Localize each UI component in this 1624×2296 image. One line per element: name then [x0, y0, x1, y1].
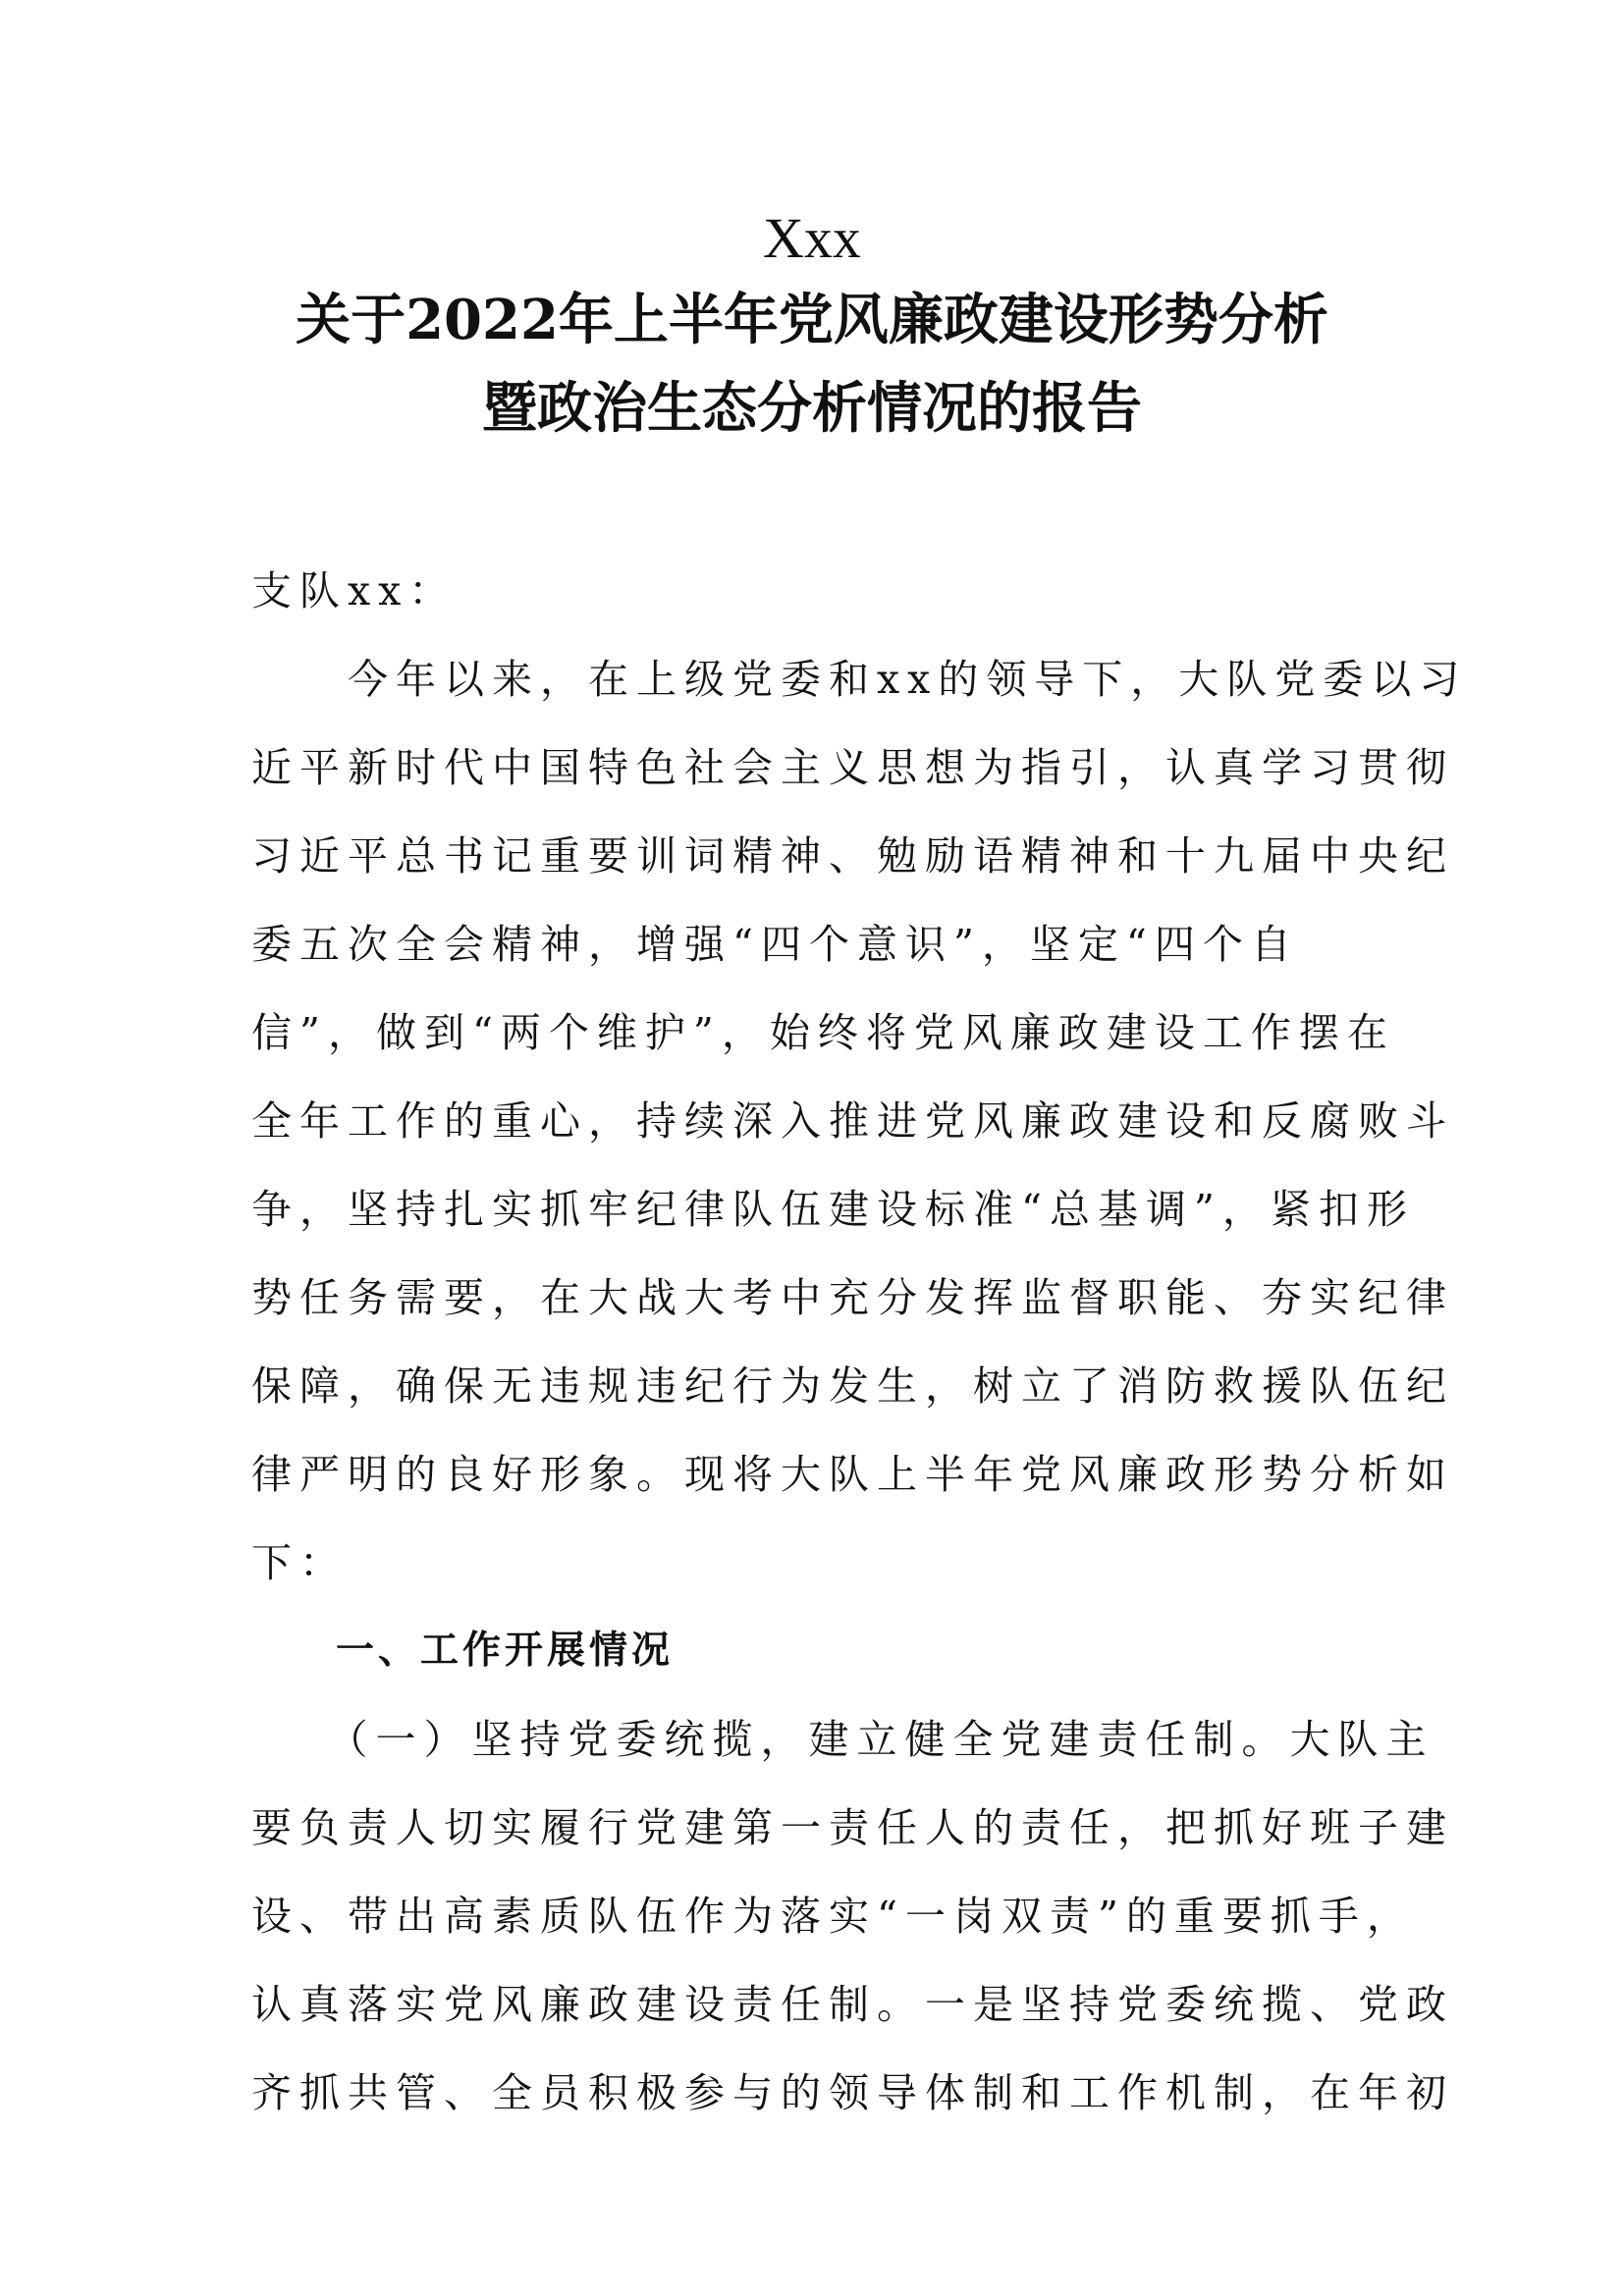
document-body	[251, 547, 1468, 2137]
salutation: 支队xx：	[251, 567, 458, 614]
title-main-line-2: 暨政治生态分析情况的报告	[482, 376, 1142, 441]
paragraph-line: 今年以来，在上级党委和xx的领导下，大队党委以习	[251, 656, 1468, 703]
paragraph-line: 争，坚持扎实抓牢纪律队伍建设标准“总基调”，紧扣形	[251, 1186, 1415, 1233]
document-title	[0, 201, 1624, 453]
section-heading: 一、工作开展情况	[251, 1629, 675, 1673]
paragraph-line: 势任务需要，在大战大考中充分发挥监督职能、夯实纪律	[251, 1274, 1454, 1321]
paragraph-line: 全年工作的重心，持续深入推进党风廉政建设和反腐败斗	[251, 1097, 1454, 1145]
paragraph-line: 要负责人切实履行党建第一责任人的责任，把抓好班子建	[251, 1804, 1454, 1851]
paragraph-line: 认真落实党风廉政建设责任制。一是坚持党委统揽、党政	[251, 1981, 1454, 2028]
paragraph-line: 设、带出高素质队伍作为落实“一岗双责”的重要抓手，	[251, 1893, 1415, 1940]
paragraph-line: 委五次全会精神，增强“四个意识”，坚定“四个自	[251, 921, 1299, 968]
paragraph-line: 保障，确保无违规违纪行为发生，树立了消防救援队伍纪	[251, 1362, 1454, 1410]
paragraph-line: 下：	[251, 1539, 348, 1586]
paragraph-line: 律严明的良好形象。现将大队上半年党风廉政形势分析如	[251, 1451, 1454, 1498]
title-organization: Xxx	[763, 206, 861, 270]
paragraph-line: 齐抓共管、全员积极参与的领导体制和工作机制，在年初	[251, 2069, 1454, 2116]
paragraph-line: 信”，做到“两个维护”，始终将党风廉政建设工作摆在	[251, 1009, 1395, 1056]
paragraph-line: 近平新时代中国特色社会主义思想为指引，认真学习贯彻	[251, 744, 1454, 791]
paragraph-line: 习近平总书记重要训词精神、勉励语精神和十九届中央纪	[251, 832, 1454, 880]
title-main-line-1: 关于2022年上半年党风廉政建设形势分析	[296, 288, 1328, 352]
paragraph-line: （一）坚持党委统揽，建立健全党建责任制。大队主	[251, 1716, 1435, 1763]
